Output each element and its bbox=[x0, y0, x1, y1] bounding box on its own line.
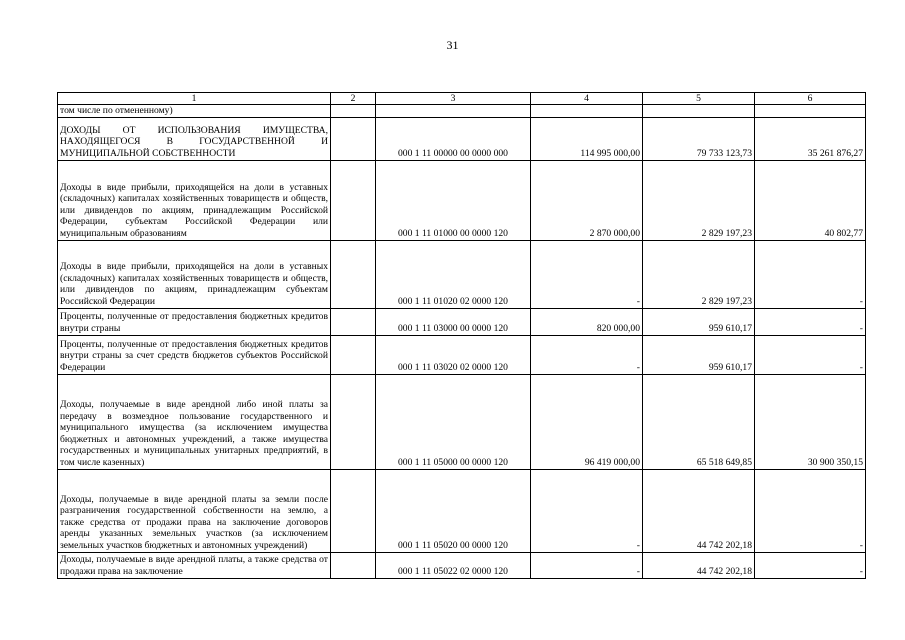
approved-amount: - bbox=[531, 335, 643, 374]
remaining-amount: 35 261 876,27 bbox=[755, 117, 866, 160]
budget-code: 000 1 11 03020 02 0000 120 bbox=[376, 335, 531, 374]
budget-code: 000 1 11 05022 02 0000 120 bbox=[376, 552, 531, 578]
approved-amount: 2 870 000,00 bbox=[531, 160, 643, 240]
approved-amount: 96 419 000,00 bbox=[531, 374, 643, 469]
income-name: Доходы, получаемые в виде арендной либо иной платы за передачу в возмездное пользование государственного и муниципального имущества (за исключением имущества бюджетных и автономных учреждений, а также имущества государственных и муниципальных унитарных предприятий, в том числе казенных) bbox=[58, 374, 331, 469]
approved-amount bbox=[531, 105, 643, 118]
page-number: 31 bbox=[446, 38, 459, 52]
col2-cell bbox=[331, 117, 376, 160]
column-number-row bbox=[58, 93, 866, 105]
income-name: Проценты, полученные от предоставления бюджетных кредитов внутри страны за счет средств бюджетов субъектов Российской Федерации bbox=[58, 335, 331, 374]
table-row bbox=[58, 374, 866, 469]
budget-code: 000 1 11 01000 00 0000 120 bbox=[376, 160, 531, 240]
approved-amount: 114 995 000,00 bbox=[531, 117, 643, 160]
budget-code: 000 1 11 05000 00 0000 120 bbox=[376, 374, 531, 469]
remaining-amount: - bbox=[755, 335, 866, 374]
table-row bbox=[58, 308, 866, 335]
remaining-amount: 40 802,77 bbox=[755, 160, 866, 240]
executed-amount: 44 742 202,18 bbox=[643, 469, 755, 552]
budget-code: 000 1 11 05020 00 0000 120 bbox=[376, 469, 531, 552]
table-row bbox=[58, 335, 866, 374]
col2-cell bbox=[331, 469, 376, 552]
budget-code: 000 1 11 03000 00 0000 120 bbox=[376, 308, 531, 335]
executed-amount: 79 733 123,73 bbox=[643, 117, 755, 160]
approved-amount: - bbox=[531, 552, 643, 578]
income-name: Доходы в виде прибыли, приходящейся на доли в уставных (складочных) капиталах хозяйственных товариществ и обществ, или дивидендов по акциям, принадлежащим Российской Федерации, субъектам Российской Федерации или муниципальным образованиям bbox=[58, 160, 331, 240]
column-number: 4 bbox=[531, 93, 643, 105]
income-name: том числе по отмененному) bbox=[58, 105, 331, 118]
table-row bbox=[58, 469, 866, 552]
approved-amount: - bbox=[531, 240, 643, 308]
col2-cell bbox=[331, 160, 376, 240]
column-number: 1 bbox=[58, 93, 331, 105]
column-number: 5 bbox=[643, 93, 755, 105]
approved-amount: 820 000,00 bbox=[531, 308, 643, 335]
column-number: 2 bbox=[331, 93, 376, 105]
executed-amount bbox=[643, 105, 755, 118]
income-name: Доходы в виде прибыли, приходящейся на доли в уставных (складочных) капиталах хозяйственных товариществ и обществ, или дивидендов по акциям, принадлежащим субъектам Российской Федерации bbox=[58, 240, 331, 308]
col2-cell bbox=[331, 335, 376, 374]
remaining-amount: - bbox=[755, 240, 866, 308]
revenue-table bbox=[57, 92, 866, 579]
remaining-amount: - bbox=[755, 308, 866, 335]
income-name: Доходы, получаемые в виде арендной платы за земли после разграничения государственной собственности на землю, а также средства от продажи права на заключение договоров аренды указанных земельных участков (за исключением земельных участков бюджетных и автономных учреждений) bbox=[58, 469, 331, 552]
executed-amount: 959 610,17 bbox=[643, 308, 755, 335]
income-name: Проценты, полученные от предоставления бюджетных кредитов внутри страны bbox=[58, 308, 331, 335]
table-row bbox=[58, 117, 866, 160]
remaining-amount: - bbox=[755, 469, 866, 552]
col2-cell bbox=[331, 552, 376, 578]
table-row bbox=[58, 240, 866, 308]
remaining-amount bbox=[755, 105, 866, 118]
executed-amount: 65 518 649,85 bbox=[643, 374, 755, 469]
executed-amount: 2 829 197,23 bbox=[643, 240, 755, 308]
executed-amount: 959 610,17 bbox=[643, 335, 755, 374]
remaining-amount: 30 900 350,15 bbox=[755, 374, 866, 469]
income-name: ДОХОДЫ ОТ ИСПОЛЬЗОВАНИЯ ИМУЩЕСТВА, НАХОДЯЩЕГОСЯ В ГОСУДАРСТВЕННОЙ И МУНИЦИПАЛЬНОЙ СОБСТВЕННОСТИ bbox=[58, 117, 331, 160]
revenue-table-body bbox=[58, 93, 866, 579]
col2-cell bbox=[331, 240, 376, 308]
table-row bbox=[58, 105, 866, 118]
budget-code: 000 1 11 01020 02 0000 120 bbox=[376, 240, 531, 308]
executed-amount: 44 742 202,18 bbox=[643, 552, 755, 578]
column-number: 3 bbox=[376, 93, 531, 105]
column-number: 6 bbox=[755, 93, 866, 105]
col2-cell bbox=[331, 374, 376, 469]
budget-code: 000 1 11 00000 00 0000 000 bbox=[376, 117, 531, 160]
budget-code bbox=[376, 105, 531, 118]
executed-amount: 2 829 197,23 bbox=[643, 160, 755, 240]
income-name: Доходы, получаемые в виде арендной платы, а также средства от продажи права на заключение bbox=[58, 552, 331, 578]
table-row bbox=[58, 160, 866, 240]
approved-amount: - bbox=[531, 469, 643, 552]
table-row bbox=[58, 552, 866, 578]
remaining-amount: - bbox=[755, 552, 866, 578]
col2-cell bbox=[331, 308, 376, 335]
col2-cell bbox=[331, 105, 376, 118]
